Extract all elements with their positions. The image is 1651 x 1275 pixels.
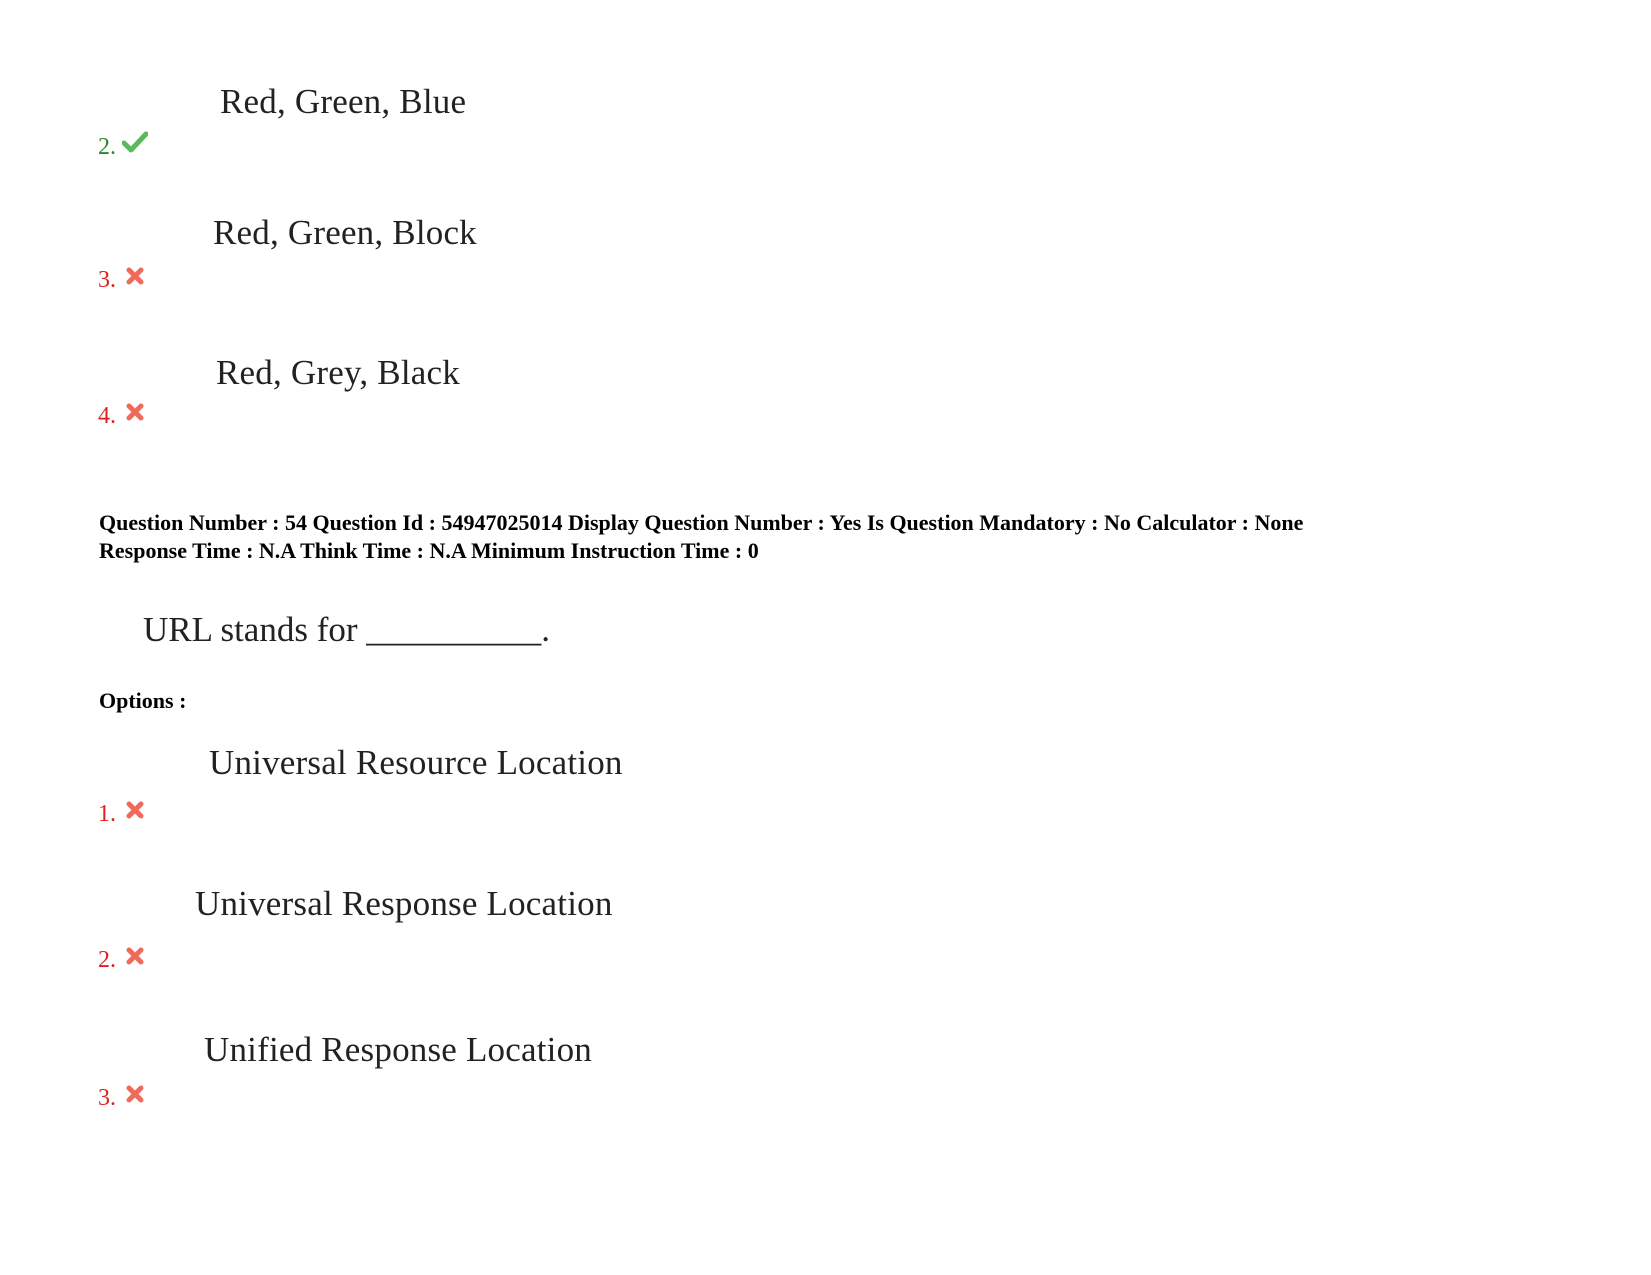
option-image-text: Universal Resource Location [209,743,623,782]
option-image-text: Unified Response Location [204,1030,592,1069]
check-icon [122,130,148,154]
options-label: Options : [99,688,187,713]
option-image-text: Red, Green, Blue [220,82,467,121]
question-text: URL stands for __________. [143,610,551,649]
option-number: 3. [98,267,116,293]
option-image-text: Universal Response Location [195,884,613,923]
option-number: 4. [98,403,116,429]
cross-icon [125,1084,151,1108]
option-image-text: Red, Green, Block [213,213,477,252]
option-number: 2. [98,947,116,973]
option-number: 3. [98,1085,116,1111]
cross-icon [125,266,151,290]
question-meta-line-2: Response Time : N.A Think Time : N.A Minimum Instruction Time : 0 [99,538,759,563]
cross-icon [125,402,151,426]
option-image-text: Red, Grey, Black [216,353,460,392]
option-number: 1. [98,801,116,827]
question-meta-line-1: Question Number : 54 Question Id : 54947025014 Display Question Number : Yes Is Question Mandatory : No Calculator : None [99,510,1304,535]
cross-icon [125,800,151,824]
cross-icon [125,946,151,970]
option-number: 2. [98,134,116,160]
